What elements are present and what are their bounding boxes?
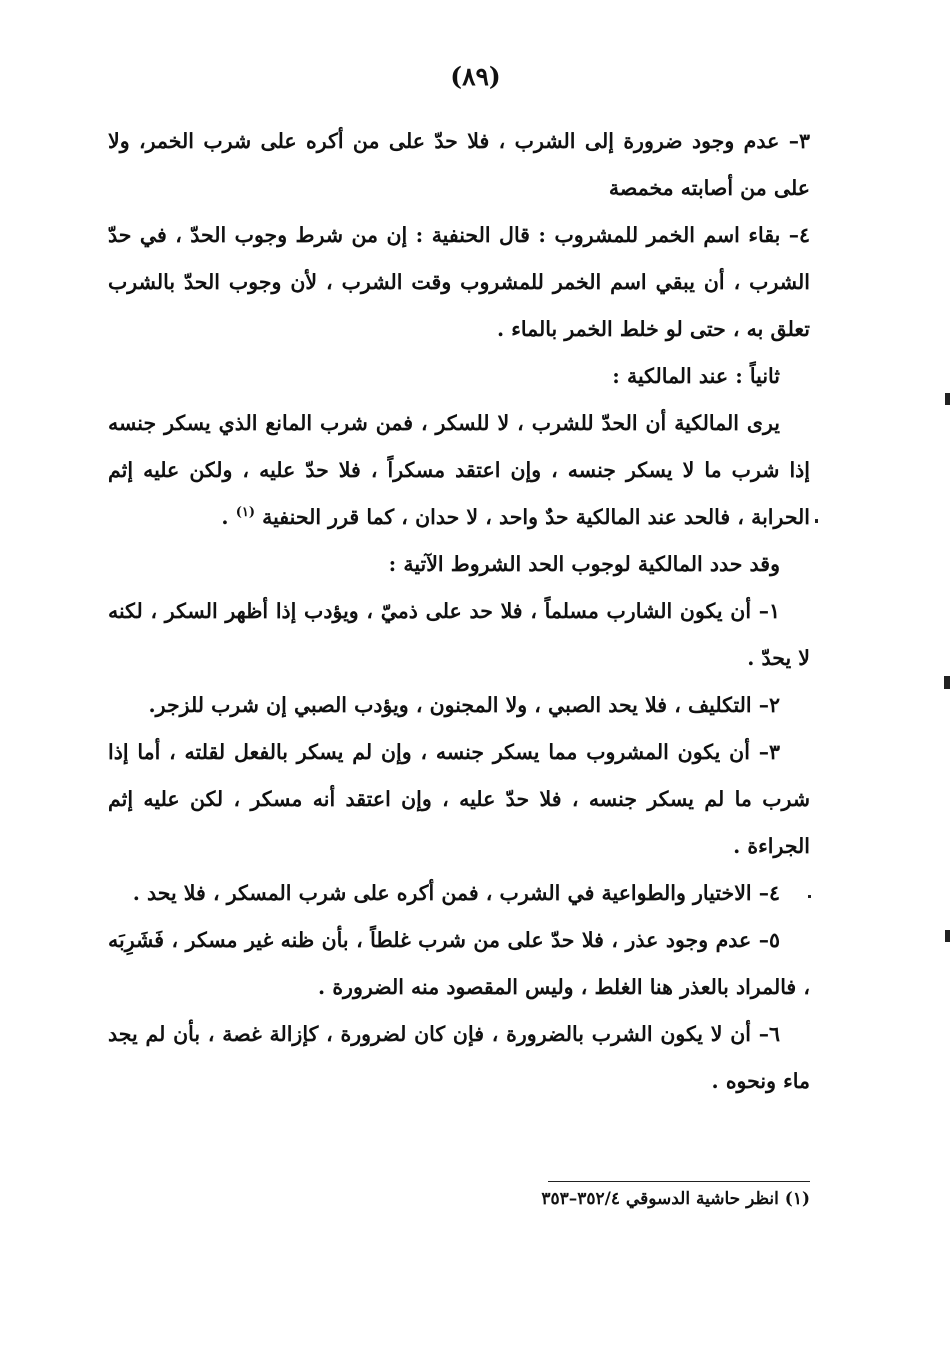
paragraph-malikiyya-text: يرى المالكية أن الحدّ للشرب ، لا للسكر ، فمن شرب المانع الذي يسكر جنسه إذا شرب ما لا يسكر جنسه ، وإن اعتقد مسكراً ، فلا حدّ عليه ، ولكن عليه إثم الحرابة ، فالحد عند المالكية حدٌ واحد ، لا حدان ، كما قرر الحنفية (108, 411, 810, 529)
scan-mark (815, 519, 818, 523)
body-text (108, 118, 810, 1105)
scan-mark (945, 393, 950, 405)
scan-mark (808, 895, 811, 898)
footnote-reference: (١) (235, 505, 255, 521)
paragraph-condition-4: ٤– بقاء اسم الخمر للمشروب : قال الحنفية : إن من شرط وجوب الحدّ ، في حدّ الشرب ، أن يبقي اسم الخمر للمشروب وقت الشرب ، لأن وجوب الحدّ بالشرب تعلق به ، حتى لو خلط الخمر بالماء . (108, 223, 810, 341)
sentence-end: . (221, 505, 236, 529)
list-item-condition-5: ٥– عدم وجود عذر ، فلا حدّ على من شرب غلطاً ، بأن ظنه غير مسكر ، فَشَرِبَه ، فالمراد بالعذر هنا الغلط ، وليس المقصود منه الضرورة . (108, 928, 810, 999)
footnote-divider (548, 1181, 810, 1182)
list-item-condition-6: ٦– أن لا يكون الشرب بالضرورة ، فإن كان لضرورة ، كإزالة غصة ، بأن لم يجد ماء ونحوه . (108, 1022, 810, 1093)
scan-mark (945, 930, 950, 942)
section-heading-malikiyya: ثانياً : عند المالكية : (612, 364, 780, 388)
paragraph-malikiyya-view (108, 400, 810, 541)
list-item-condition-2: ٢– التكليف ، فلا يحد الصبي ، ولا المجنون ، ويؤدب الصبي إن شرب للزجر. (148, 693, 780, 717)
footnote: (١) انظر حاشية الدسوقي ٣٥٢/٤–٣٥٣ (541, 1189, 810, 1209)
list-item-condition-1: ١– أن يكون الشارب مسلماً ، فلا حد على ذميّ ، ويؤدب إذا أظهر السكر ، لكنه لا يحدّ . (108, 599, 810, 670)
paragraph-conditions-intro: وقد حدد المالكية لوجوب الحد الشروط الآتية : (388, 552, 780, 576)
page-number: (٨٩) (450, 62, 501, 91)
list-item-condition-4: ٤– الاختيار والطواعية في الشرب ، فمن أكره على شرب المسكر ، فلا يحد . (132, 881, 780, 905)
list-item-condition-3: ٣– أن يكون المشروب مما يسكر جنسه ، وإن لم يسكر بالفعل لقلته ، أما إذا شرب ما لم يسكر جنسه ، فلا حدّ عليه ، وإن اعتقد أنه مسكر ، لكن عليه إثم الجراءة . (108, 740, 810, 858)
scan-mark (944, 676, 950, 689)
paragraph-condition-3: ٣– عدم وجود ضرورة إلى الشرب ، فلا حدّ على من أكره على شرب الخمر، ولا على من أصابته مخمصة (108, 129, 810, 200)
